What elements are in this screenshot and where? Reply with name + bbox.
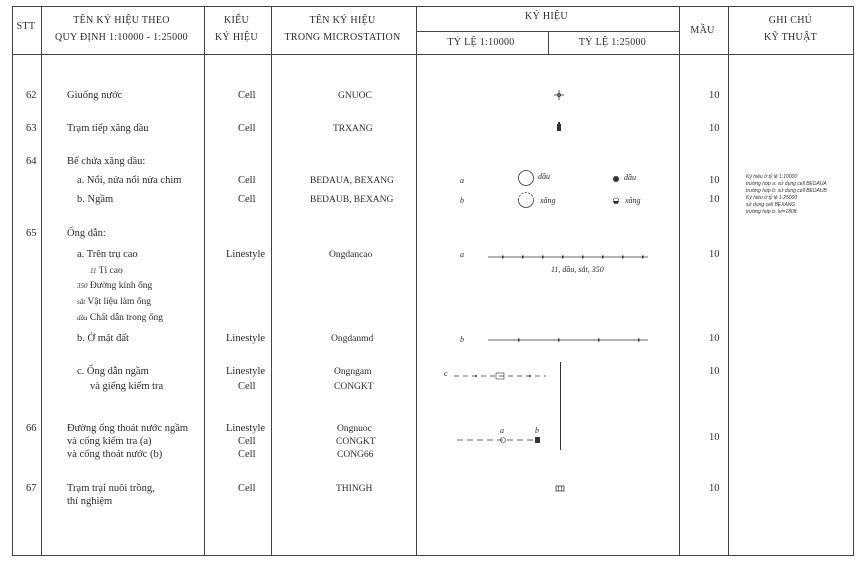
row-65c-letter: c bbox=[444, 369, 448, 378]
header-ms-line2: TRONG MICROSTATION bbox=[284, 32, 401, 43]
note-line: trường hợp a: sử dụng cell BEDAUA bbox=[746, 181, 827, 187]
row-62-type: Cell bbox=[238, 90, 256, 101]
row-65a-ms: Ongdancao bbox=[329, 250, 373, 260]
row-65a-type: Linestyle bbox=[226, 249, 266, 260]
row-66-type-line2: Cell bbox=[238, 436, 256, 447]
row-64b-type: Cell bbox=[238, 194, 256, 205]
header-note-line1: GHI CHÚ bbox=[768, 15, 813, 26]
gas-station-icon bbox=[556, 122, 562, 132]
col-divider bbox=[204, 7, 205, 555]
row-64b-letter: b bbox=[460, 196, 464, 205]
row-66-stt: 66 bbox=[26, 423, 37, 434]
tank-underground-symbol bbox=[517, 191, 535, 209]
legend-text: Chất dẫn trong ống bbox=[89, 313, 163, 323]
row-62-name: Giuống nước bbox=[67, 90, 123, 101]
row-66-name-line2: và cống kiểm tra (a) bbox=[67, 436, 152, 447]
note-line: trường hợp b: sử dụng cell BEDAUB bbox=[746, 188, 827, 194]
legend-code: sắt bbox=[77, 298, 86, 306]
row-64a-label-10000: dầu bbox=[538, 172, 550, 181]
row-65c-ms-line1: Ongngam bbox=[334, 367, 372, 377]
note-line: sử dụng cell BEXANG bbox=[746, 202, 796, 208]
legend-item bbox=[77, 311, 163, 325]
row-64b-name: b. Ngầm bbox=[77, 194, 114, 205]
row-67-color: 10 bbox=[709, 483, 720, 494]
row-65b-ms: Ongdanmd bbox=[331, 334, 374, 344]
row-67-type: Cell bbox=[238, 483, 256, 494]
header-name-line1: TÊN KÝ HIỆU THEO bbox=[73, 15, 170, 26]
row-63-name: Trạm tiếp xăng dầu bbox=[67, 123, 149, 134]
row-65a-pipe-label: 11, dầu, sắt, 350 bbox=[551, 265, 604, 274]
col-divider bbox=[41, 7, 42, 555]
legend-text: Tỉ cao bbox=[98, 266, 123, 276]
row-66-name-line3: và cống thoát nước (b) bbox=[67, 449, 163, 460]
row-63-type: Cell bbox=[238, 123, 256, 134]
tank-small-underground-symbol bbox=[612, 197, 620, 205]
legend-text: Đường kính ống bbox=[89, 281, 153, 291]
row-65c-color: 10 bbox=[709, 366, 720, 377]
row-66-color: 10 bbox=[709, 432, 720, 443]
row-66-name-line1: Đường ống thoát nước ngầm bbox=[67, 423, 189, 434]
row-65b-color: 10 bbox=[709, 333, 720, 344]
row-64a-color: 10 bbox=[709, 175, 720, 186]
header-symbol: KÝ HIỆU bbox=[525, 11, 568, 22]
pipe-underground-line bbox=[454, 372, 550, 380]
row-65b-letter: b bbox=[460, 335, 464, 344]
row-64a-label-25000: dầu bbox=[624, 173, 636, 182]
row-63-stt: 63 bbox=[26, 123, 37, 134]
row-66-ms-line2: CONGKT bbox=[336, 437, 376, 447]
legend-code: 11 bbox=[90, 267, 97, 275]
pipe-elevated-line bbox=[488, 253, 650, 261]
legend-item bbox=[90, 264, 123, 278]
legend-code: dầu bbox=[77, 314, 88, 322]
row-64a-type: Cell bbox=[238, 175, 256, 186]
row-65c-ms-line2: CONGKT bbox=[334, 382, 374, 392]
row-64b-label-10000: xăng bbox=[540, 196, 556, 205]
header-color: MẦU bbox=[690, 25, 715, 36]
header-ms-line1: TÊN KÝ HIỆU bbox=[309, 15, 376, 26]
legend-code: 350 bbox=[77, 282, 88, 290]
header-scale-25000: TỶ LỆ 1:25000 bbox=[578, 37, 647, 48]
header-type-line2: KÝ HIỆU bbox=[215, 32, 258, 43]
header-stt: STT bbox=[16, 21, 36, 32]
row-65a-color: 10 bbox=[709, 249, 720, 260]
row-66-ms-line3: CONG66 bbox=[337, 450, 374, 460]
header-note-line2: KỸ THUẬT bbox=[763, 32, 818, 43]
row-65b-name: b. Ở mặt đất bbox=[77, 333, 129, 344]
row-66-symbol-a: a bbox=[500, 426, 504, 435]
technical-note bbox=[746, 174, 827, 216]
row-65a-name: a. Trên trụ cao bbox=[77, 249, 138, 260]
row-65c-type-line1: Linestyle bbox=[226, 366, 266, 377]
legend-item bbox=[77, 295, 151, 309]
row-66-ms-line1: Ongnuoc bbox=[337, 424, 372, 434]
header-type-line1: KIỂU bbox=[223, 15, 250, 26]
header-name-line2: QUY ĐỊNH 1:10000 - 1:25000 bbox=[55, 32, 188, 43]
row-64a-name: a. Nổi, nửa nổi nửa chìm bbox=[77, 175, 182, 186]
row-64b-ms: BEDAUB, BEXANG bbox=[310, 195, 394, 205]
row-66-type-line1: Linestyle bbox=[226, 423, 266, 434]
row-65-stt: 65 bbox=[26, 228, 37, 239]
scale-divider-line bbox=[560, 362, 561, 450]
legend-item bbox=[77, 279, 152, 293]
col-divider bbox=[679, 7, 680, 555]
well-symbol bbox=[553, 89, 565, 101]
row-62-ms: GNUOC bbox=[338, 91, 372, 101]
header-scale-10000: TỶ LỆ 1:10000 bbox=[447, 37, 515, 48]
row-67-name-line2: thí nghiệm bbox=[67, 496, 113, 507]
row-67-stt: 67 bbox=[26, 483, 37, 494]
row-65-name: Ống dẫn: bbox=[67, 228, 106, 239]
row-64b-label-25000: xăng bbox=[625, 196, 641, 205]
row-63-ms: TRXANG bbox=[333, 124, 373, 134]
row-65c-type-line2: Cell bbox=[238, 381, 256, 392]
col-divider bbox=[271, 7, 272, 555]
row-63-color: 10 bbox=[709, 123, 720, 134]
farm-station-symbol bbox=[555, 485, 565, 492]
row-65a-letter: a bbox=[460, 250, 464, 259]
tank-above-ground-symbol bbox=[517, 169, 535, 187]
row-65c-name-line1: c. Ống dẫn ngầm bbox=[77, 366, 149, 377]
pipe-ground-line bbox=[488, 337, 650, 343]
drain-pipe-line bbox=[457, 435, 545, 445]
row-62-stt: 62 bbox=[26, 90, 37, 101]
tank-small-symbol bbox=[612, 175, 620, 183]
row-64-stt: 64 bbox=[26, 156, 37, 167]
row-65b-type: Linestyle bbox=[226, 333, 266, 344]
note-line: Ký hiệu ở tỷ lệ 1:25000 bbox=[746, 195, 798, 201]
note-line: trường hợp b: lvl=180ft. bbox=[746, 209, 798, 215]
col-divider bbox=[416, 7, 417, 555]
row-66-type-line3: Cell bbox=[238, 449, 256, 460]
note-line: Ký hiệu ở tỷ lệ 1:10000 bbox=[746, 174, 798, 180]
row-65c-name-line2: và giếng kiểm tra bbox=[90, 381, 164, 392]
row-66-symbol-b: b bbox=[535, 426, 539, 435]
row-64a-ms: BEDAUA, BEXANG bbox=[310, 176, 394, 186]
col-divider bbox=[728, 7, 729, 555]
row-67-ms: THINGH bbox=[336, 484, 373, 494]
row-64b-color: 10 bbox=[709, 194, 720, 205]
row-62-color: 10 bbox=[709, 90, 720, 101]
row-67-name-line1: Trạm trại nuôi trồng, bbox=[67, 483, 155, 494]
legend-text: Vật liệu làm ống bbox=[87, 297, 151, 307]
row-64a-letter: a bbox=[460, 176, 464, 185]
row-64-name: Bể chứa xăng dầu: bbox=[67, 156, 146, 167]
header-bottom-rule bbox=[13, 54, 853, 55]
